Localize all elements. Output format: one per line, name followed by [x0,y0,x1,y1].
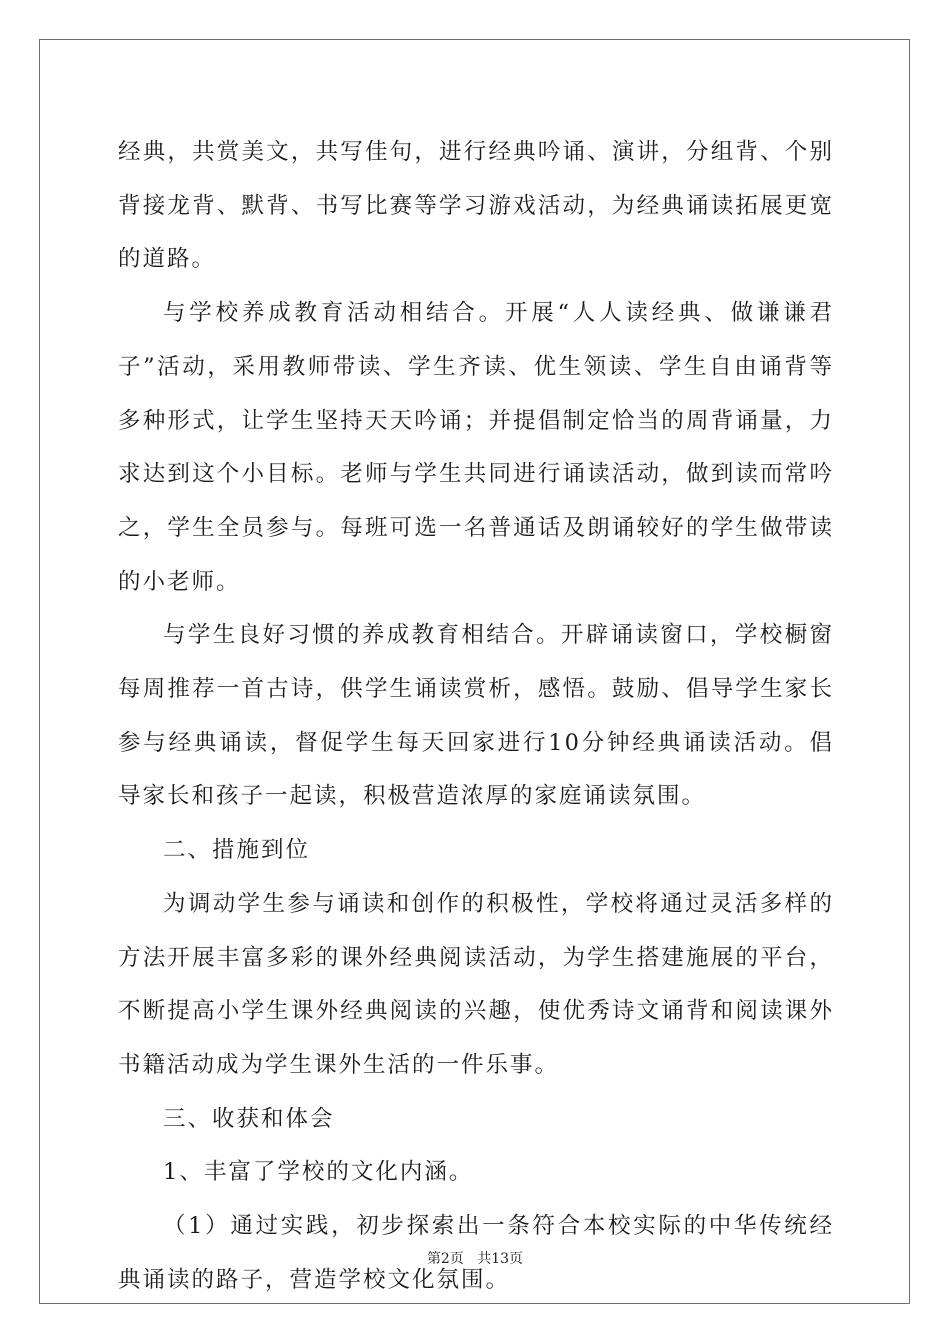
page-footer [0,1248,950,1268]
paragraph: 与学校养成教育活动相结合。开展“人人读经典、做谦谦君子”活动，采用教师带读、学生齐读、优生领读、学生自由诵背等多种形式，让学生坚持天天吟诵；并提倡制定恰当的周背诵量，力求达到这个小目标。老师与学生共同进行诵读活动，做到读而常吟之，学生全员参与。每班可选一名普通话及朗诵较好的学生做带读的小老师。 [118,300,834,595]
paragraph: 经典，共赏美文，共写佳句，进行经典吟诵、演讲，分组背、个别背接龙背、默背、书写比赛等学习游戏活动，为经典诵读拓展更宽的道路。 [118,139,834,273]
section-heading: 二、措施到位 [163,837,311,864]
paragraph: 为调动学生参与诵读和创作的积极性，学校将通过灵活多样的方法开展丰富多彩的课外经典阅读活动，为学生搭建施展的平台，不断提高小学生课外经典阅读的兴趣，使优秀诗文诵背和阅读课外书籍活动成为学生课外生活的一件乐事。 [118,890,834,1078]
subsection-heading: 1、丰富了学校的文化内涵。 [163,1159,474,1186]
page-total: 共13页 [477,1251,524,1267]
section-heading: 三、收获和体会 [163,1105,335,1132]
paragraph: （1）通过实践，初步探索出一条符合本校实际的中华传统经典诵读的路子，营造学校文化氛围。 [118,1213,834,1293]
paragraph: 与学生良好习惯的养成教育相结合。开辟诵读窗口，学校橱窗每周推荐一首古诗，供学生诵读赏析，感悟。鼓励、倡导学生家长参与经典诵读，督促学生每天回家进行10分钟经典诵读活动。倡导家长和孩子一起读，积极营造浓厚的家庭诵读氛围。 [118,622,834,810]
page-number: 第2页 [426,1251,464,1267]
document-body [118,126,834,1307]
